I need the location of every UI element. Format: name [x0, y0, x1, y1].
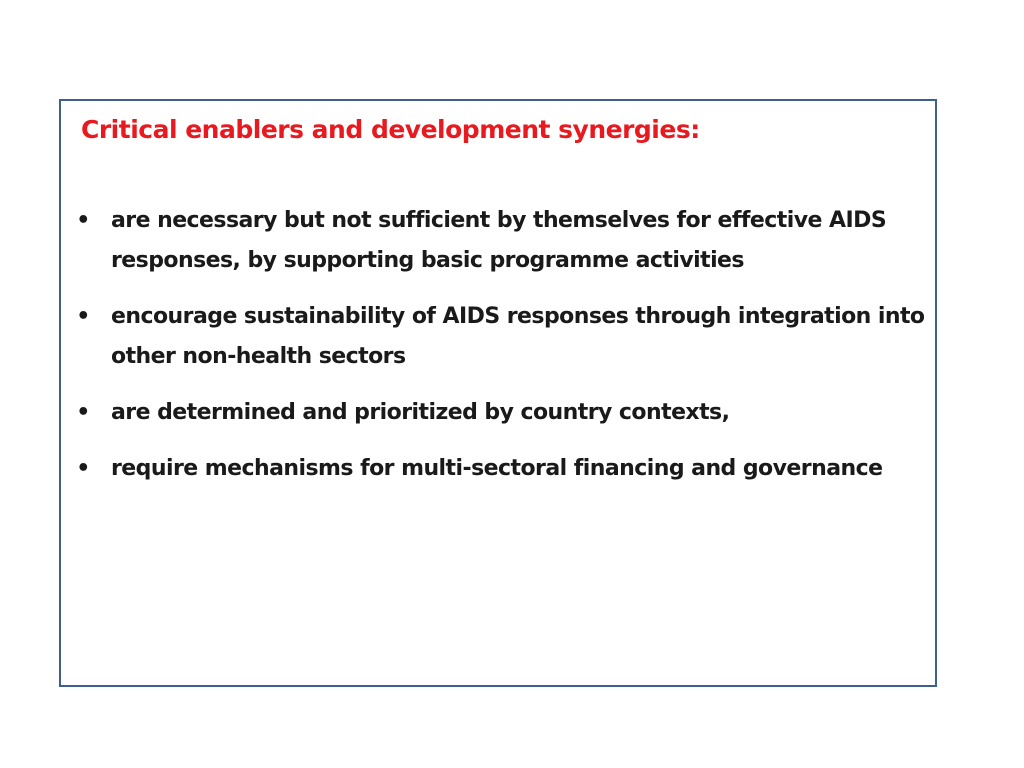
bullet-item	[73, 449, 933, 489]
bullet-text: encourage sustainability of AIDS responses through integration into other non-health sectors	[111, 304, 925, 369]
bullet-item	[73, 201, 933, 281]
bullet-text: are necessary but not sufficient by themselves for effective AIDS responses, by supporting basic programme activities	[111, 208, 887, 273]
slide-heading: Critical enablers and development synergies:	[81, 115, 700, 144]
bullet-list	[73, 201, 933, 505]
bullet-icon: •	[76, 400, 90, 425]
content-box	[59, 99, 937, 687]
bullet-item	[73, 297, 933, 377]
bullet-text: require mechanisms for multi-sectoral financing and governance	[111, 456, 883, 481]
bullet-icon: •	[76, 304, 90, 329]
bullet-icon: •	[76, 208, 90, 233]
bullet-item	[73, 393, 933, 433]
bullet-text: are determined and prioritized by country contexts,	[111, 400, 730, 425]
bullet-icon: •	[76, 456, 90, 481]
